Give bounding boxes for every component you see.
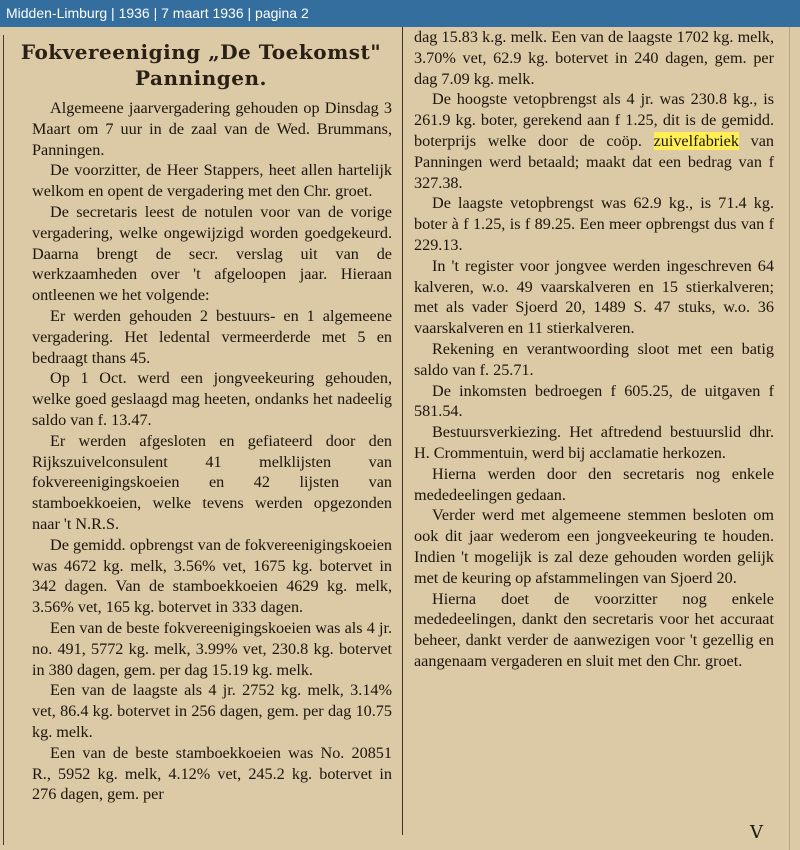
paragraph: Hierna doet de voorzitter nog enkele mededeelingen, dankt den secretaris voor het accuraat beheer, dankt verder de aanwezigen voor 't gezellig en aangenaam vergaderen en sluit met den Chr. groet. bbox=[414, 589, 774, 670]
left-border bbox=[3, 35, 4, 845]
paragraph: Op 1 Oct. werd een jongveekeuring gehouden, welke goed geslaagd mag heeten, ondanks het nadeelig saldo van f. 13.47. bbox=[32, 369, 392, 429]
paragraph: De voorzitter, de Heer Stappers, heet allen hartelijk welkom en opent de vergadering met den Chr. groet. bbox=[32, 161, 392, 201]
paragraph: Bestuursverkiezing. Het aftredend bestuurslid dhr. H. Crommentuin, werd bij acclamatie herkozen. bbox=[414, 423, 774, 462]
right-column bbox=[414, 27, 774, 672]
paragraph: Een van de beste fokvereenigingskoeien was als 4 jr. no. 491, 5772 kg. melk, 3.99% vet, 230.8 kg. botervet in 380 dagen, gem. per dag 15.19 kg. melk. bbox=[32, 618, 392, 679]
paragraph: Een van de beste stamboekkoeien was No. 20851 R., 5952 kg. melk, 4.12% vet, 245.2 kg. botervet in 276 dagen, gem. per bbox=[32, 743, 392, 804]
paragraph: Een van de laagste als 4 jr. 2752 kg. melk, 3.14% vet, 86.4 kg. botervet in 256 dagen, gem. per dag 10.75 kg. melk. bbox=[32, 681, 392, 741]
paragraph: Hierna werden door den secretaris nog enkele mededeelingen gedaan. bbox=[414, 464, 774, 504]
search-highlight: zuivelfabriek bbox=[653, 131, 739, 150]
paragraph: Er werden afgesloten en gefiateerd door den Rijkszuivelconsulent 41 melklijsten van fokvereenigingskoeien en 42 lijsten van stamboekkoeien, welke tevens werden opgezonden naar 't N.R.S. bbox=[32, 431, 392, 533]
paragraph: Rekening en verantwoording sloot met een batig saldo van f. 25.71. bbox=[414, 339, 774, 379]
paragraph: Er werden gehouden 2 bestuurs- en 1 algemeene vergadering. Het ledental vermeerderde met 5 en bedraagt thans 45. bbox=[32, 306, 392, 367]
right-border bbox=[789, 27, 790, 850]
paragraph-text: van Panningen werd betaald; maakt dat een bedrag van f 327.38. bbox=[414, 131, 775, 192]
paragraph: In 't register voor jongvee werden ingeschreven 64 kalveren, w.o. 49 vaarskalveren en 15 stierkalveren; met als vader Sjoerd 20, 1489 S. 47 stuks, w.o. 36 vaarskalveren en 11 stierkalveren. bbox=[414, 256, 774, 338]
article-subtitle: Panningen. bbox=[135, 66, 267, 90]
paragraph: De laagste vetopbrengst was 62.9 kg., is 71.4 kg. boter à f 1.25, is f 89.25. Een meer opbrengst dus van f 229.13. bbox=[414, 194, 774, 254]
paragraph-text: De hoogste vetopbrengst als 4 jr. was 230.8 kg., is 261.9 kg. boter, gerekend aan f 1.25, dit is de gemidd. boterprijs welke door de coöp. bbox=[414, 90, 774, 150]
paragraph: De inkomsten bedroegen f 605.25, de uitgaven f 581.54. bbox=[414, 381, 774, 421]
article-title: Fokvereeniging „De Toekomst" bbox=[20, 40, 382, 64]
left-column bbox=[32, 98, 392, 805]
page-header: Midden-Limburg | 1936 | 7 maart 1936 | pagina 2 bbox=[0, 0, 800, 27]
author-signature: V bbox=[750, 822, 763, 843]
paragraph bbox=[414, 89, 774, 193]
paragraph: Algemeene jaarvergadering gehouden op Dinsdag 3 Maart om 7 uur in de zaal van de Wed. Brummans, Panningen. bbox=[32, 99, 392, 159]
paragraph: dag 15.83 k.g. melk. Een van de laagste 1702 kg. melk, 3.70% vet, 62.9 kg. botervet in 240 dagen, gem. per dag 7.09 kg. melk. bbox=[414, 28, 774, 88]
paragraph: Verder werd met algemeene stemmen besloten om ook dit jaar wederom een jongveekeuring te houden. Indien 't mogelijk is zal deze gehouden worden gelijk met de keuring op afstammelingen van Sjoerd 20. bbox=[414, 506, 774, 587]
newspaper-clipping bbox=[0, 27, 800, 850]
paragraph: De gemidd. opbrengst van de fokvereenigingskoeien was 4672 kg. melk, 3.56% vet, 1675 kg. botervet in 342 dagen. Van de stamboekkoeien 4629 kg. melk, 3.56% vet, 165 kg. botervet in 333 dagen. bbox=[32, 535, 392, 617]
paragraph: De secretaris leest de notulen voor van de vorige vergadering, welke ongewijzigd worden goedgekeurd. Daarna brengt de secr. verslag uit van de werkzaamheden over 't afgeloopen jaar. Hieraan ontleenen we het volgende: bbox=[32, 202, 392, 305]
column-divider bbox=[402, 27, 403, 835]
